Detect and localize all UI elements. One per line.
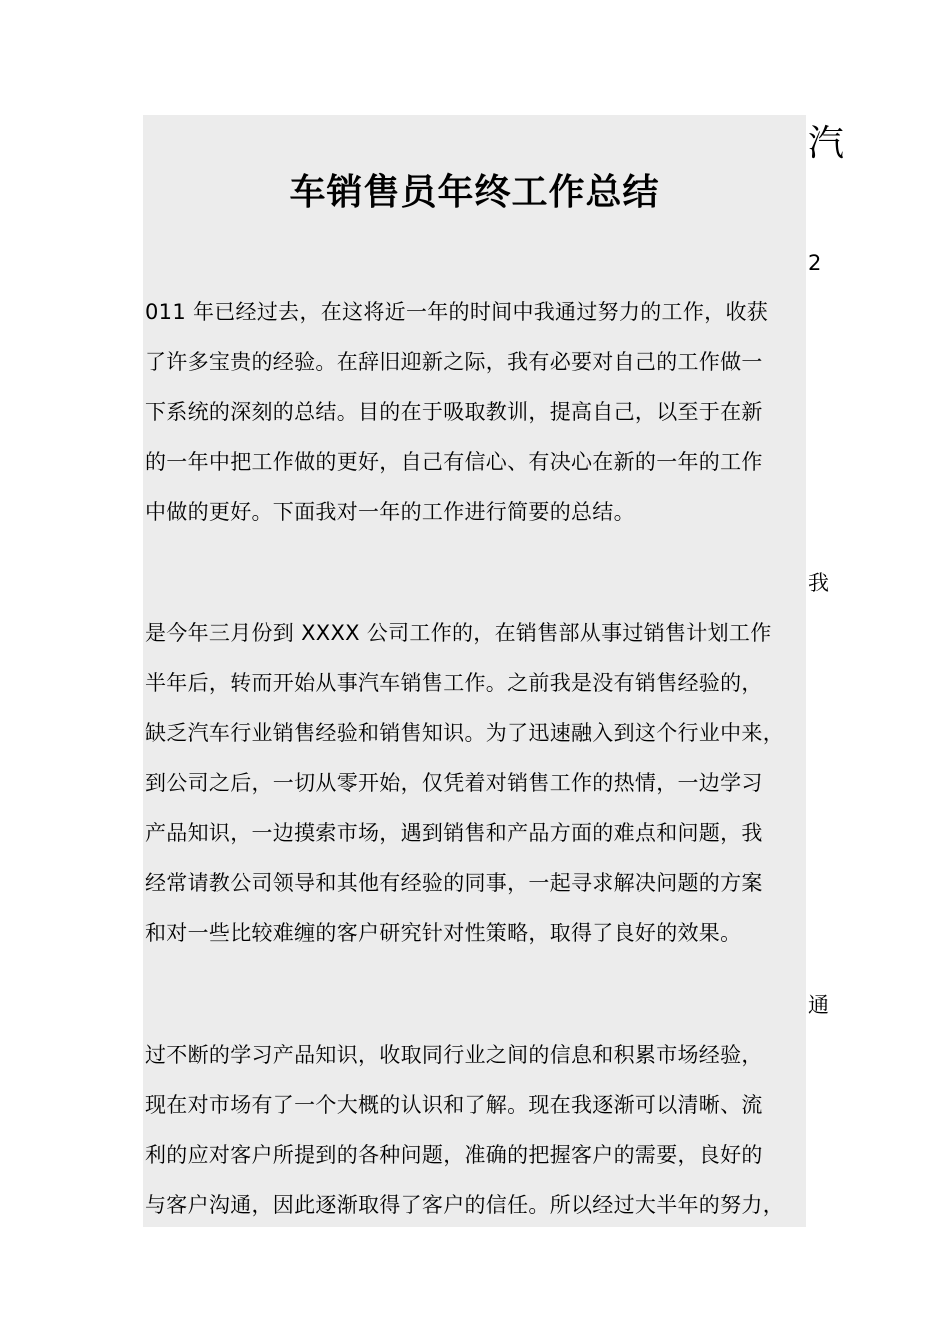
paragraph-1-line: 了许多宝贵的经验。在辞旧迎新之际，我有必要对自己的工作做一 — [145, 350, 763, 374]
document-title: 车销售员年终工作总结 — [289, 172, 660, 213]
paragraph-3-line: 现在对市场有了一个大概的认识和了解。现在我逐渐可以清晰、流 — [145, 1093, 763, 1117]
paragraph-2-line: 缺乏汽车行业销售经验和销售知识。为了迅速融入到这个行业中来， — [145, 721, 784, 745]
paragraph-2-line: 到公司之后，一切从零开始，仅凭着对销售工作的热情，一边学习 — [145, 771, 763, 795]
title-lead-char: 汽 — [808, 123, 845, 164]
paragraph-2-line: 是今年三月份到 XXXX 公司工作的，在销售部从事过销售计划工作 — [145, 621, 772, 645]
paragraph-2-line: 经常请教公司领导和其他有经验的同事，一起寻求解决问题的方案 — [145, 871, 763, 895]
paragraph-1-line: 中做的更好。下面我对一年的工作进行简要的总结。 — [145, 500, 635, 524]
paragraph-2-line: 和对一些比较难缠的客户研究针对性策略，取得了良好的效果。 — [145, 921, 742, 945]
paragraph-3-lead-char: 通 — [808, 993, 829, 1017]
paragraph-1-line: 的一年中把工作做的更好，自己有信心、有决心在新的一年的工作 — [145, 450, 763, 474]
paragraph-1-line: 011 年已经过去，在这将近一年的时间中我通过努力的工作，收获 — [145, 300, 769, 324]
paragraph-3-line: 与客户沟通，因此逐渐取得了客户的信任。所以经过大半年的努力， — [145, 1193, 784, 1217]
paragraph-2-line: 半年后，转而开始从事汽车销售工作。之前我是没有销售经验的， — [145, 671, 763, 695]
paragraph-1-line: 下系统的深刻的总结。目的在于吸取教训，提高自己，以至于在新 — [145, 400, 763, 424]
paragraph-1-lead-char: 2 — [808, 251, 822, 275]
paragraph-2-line: 产品知识，一边摸索市场，遇到销售和产品方面的难点和问题，我 — [145, 821, 763, 845]
paragraph-3-line: 过不断的学习产品知识，收取同行业之间的信息和积累市场经验， — [145, 1043, 763, 1067]
paragraph-2-lead-char: 我 — [808, 571, 829, 595]
paragraph-3-line: 利的应对客户所提到的各种问题，准确的把握客户的需要，良好的 — [145, 1143, 763, 1167]
